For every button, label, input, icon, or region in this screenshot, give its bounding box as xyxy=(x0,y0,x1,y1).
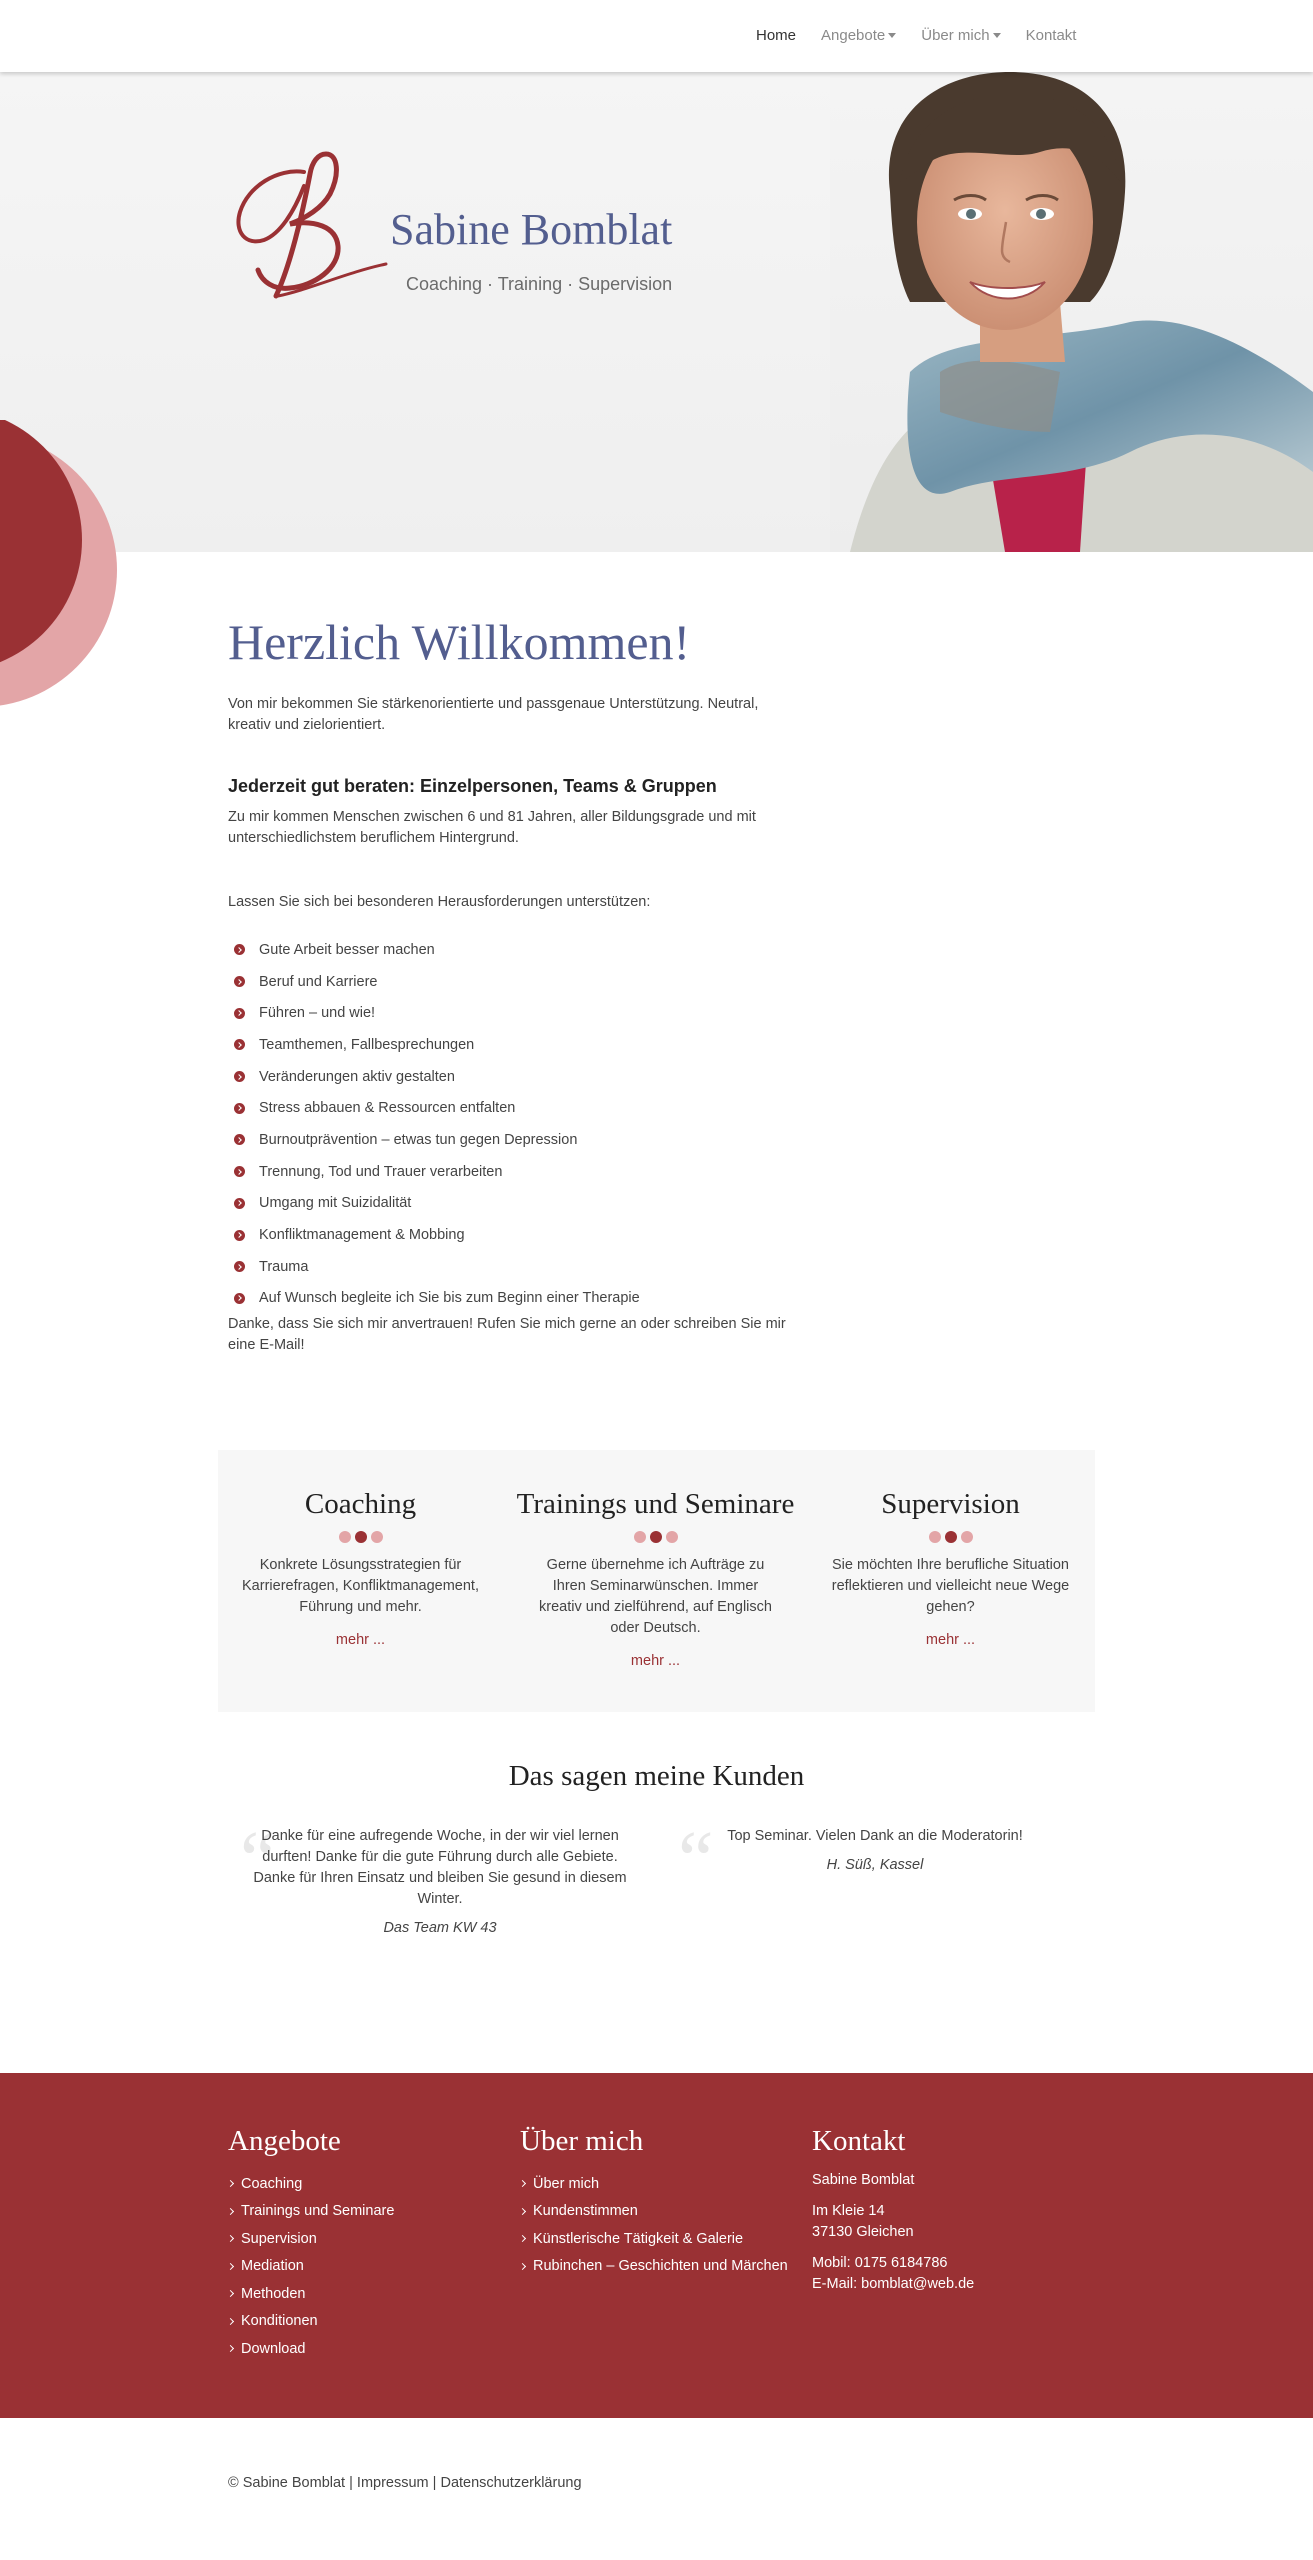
service-card-coaching xyxy=(218,1450,503,1712)
list-item: Auf Wunsch begleite ich Sie bis zum Beginn einer Therapie xyxy=(228,1283,788,1315)
list-item: Burnoutprävention – etwas tun gegen Depression xyxy=(228,1124,788,1156)
footer-link[interactable]: Download xyxy=(228,2335,394,2363)
list-item: Gute Arbeit besser machen xyxy=(228,934,788,966)
contact-name: Sabine Bomblat xyxy=(812,2172,915,2188)
service-text: Gerne übernehme ich Aufträge zu Ihren Seminarwünschen. Immer kreativ und zielführend, auf Englisch oder Deutsch. xyxy=(539,1557,772,1636)
chevron-right-icon xyxy=(227,2290,234,2297)
dots-divider xyxy=(503,1531,808,1543)
thanks-text: Danke, dass Sie sich mir anvertrauen! Rufen Sie mich gerne an oder schreiben Sie mir eine E-Mail! xyxy=(228,1316,786,1354)
list-item: Teamthemen, Fallbesprechungen xyxy=(228,1029,788,1061)
footer-link[interactable]: Rubinchen – Geschichten und Märchen xyxy=(520,2253,788,2281)
service-card-trainings xyxy=(503,1450,808,1712)
testimonial-author: Das Team KW 43 xyxy=(383,1920,497,1936)
service-text: Konkrete Lösungsstrategien für Karrierefragen, Konfliktmanagement, Führung und mehr. xyxy=(242,1557,479,1615)
footer-link[interactable]: Künstlerische Tätigkeit & Galerie xyxy=(520,2225,788,2253)
chevron-right-icon xyxy=(227,2180,234,2187)
footer-link[interactable]: Konditionen xyxy=(228,2308,394,2336)
chevron-right-icon xyxy=(519,2235,526,2242)
main-content xyxy=(228,610,788,1356)
decorative-circles xyxy=(0,420,130,730)
list-item: Umgang mit Suizidalität xyxy=(228,1188,788,1220)
list-lead-text: Lassen Sie sich bei besonderen Herausforderungen unterstützen: xyxy=(228,894,651,910)
chevron-circle-icon xyxy=(234,944,245,955)
nav-kontakt-label: Kontakt xyxy=(1025,27,1077,44)
footer-col-kontakt xyxy=(812,2125,974,2295)
caret-down-icon xyxy=(993,33,1001,38)
footer-link[interactable]: Über mich xyxy=(520,2170,788,2198)
list-item: Beruf und Karriere xyxy=(228,966,788,998)
section-subheading: Jederzeit gut beraten: Einzelpersonen, Teams & Gruppen xyxy=(228,776,717,796)
footer-link[interactable]: Coaching xyxy=(228,2170,394,2198)
service-card-supervision xyxy=(808,1450,1093,1712)
list-item: Stress abbauen & Ressourcen entfalten xyxy=(228,1092,788,1124)
footer-col-angebote xyxy=(228,2125,394,2363)
footer-links xyxy=(228,2170,394,2363)
dots-divider xyxy=(808,1531,1093,1543)
chevron-right-icon xyxy=(227,2235,234,2242)
logo-monogram-icon xyxy=(218,146,388,316)
footer-col-ueber-mich xyxy=(520,2125,788,2280)
list-item: Konfliktmanagement & Mobbing xyxy=(228,1219,788,1251)
nav-kontakt[interactable] xyxy=(1026,27,1077,44)
footer-link[interactable]: Kundenstimmen xyxy=(520,2198,788,2226)
footer-link[interactable]: Trainings und Seminare xyxy=(228,2198,394,2226)
nav-angebote-label: Angebote xyxy=(821,27,886,44)
list-item: Trennung, Tod und Trauer verarbeiten xyxy=(228,1156,788,1188)
brand-name: Sabine Bomblat xyxy=(390,205,673,254)
service-title: Supervision xyxy=(881,1488,1020,1520)
caret-down-icon xyxy=(888,33,896,38)
nav-angebote[interactable] xyxy=(821,27,896,44)
page-title: Herzlich Willkommen! xyxy=(228,614,691,670)
chevron-circle-icon xyxy=(234,1166,245,1177)
chevron-right-icon xyxy=(227,2345,234,2352)
quote-icon: “ xyxy=(678,1816,714,1904)
footer-link[interactable]: Supervision xyxy=(228,2225,394,2253)
testimonial-text: Danke für eine aufregende Woche, in der wir viel lernen durften! Danke für die gute Führung durch alle Gebiete. Danke für Ihren Einsatz und bleiben Sie gesund in diesem Winter. xyxy=(253,1828,627,1907)
audience-text: Zu mir kommen Menschen zwischen 6 und 81 Jahren, aller Bildungsgrade und mit unterschiedlichstem beruflichem Hintergrund. xyxy=(228,809,756,846)
chevron-circle-icon xyxy=(234,1103,245,1114)
more-link[interactable]: mehr ... xyxy=(925,1632,976,1648)
footer-link[interactable]: Methoden xyxy=(228,2280,394,2308)
hero-banner xyxy=(0,72,1313,552)
footer xyxy=(0,2073,1313,2418)
chevron-circle-icon xyxy=(234,976,245,987)
contact-city: 37130 Gleichen xyxy=(812,2224,914,2240)
more-link[interactable]: mehr ... xyxy=(335,1632,386,1648)
main-nav xyxy=(756,27,1101,44)
more-link[interactable]: mehr ... xyxy=(630,1653,681,1669)
list-item: Veränderungen aktiv gestalten xyxy=(228,1061,788,1093)
service-title: Trainings und Seminare xyxy=(516,1488,795,1520)
footer-title: Über mich xyxy=(520,2125,644,2157)
testimonial-1 xyxy=(240,1816,630,1936)
chevron-right-icon xyxy=(227,2263,234,2270)
quote-icon: “ xyxy=(240,1816,276,1904)
footer-title: Angebote xyxy=(228,2125,341,2157)
topics-list xyxy=(228,934,788,1314)
dots-divider xyxy=(218,1531,503,1543)
bottom-bar: © Sabine Bomblat | Impressum | Datenschutzerklärung xyxy=(228,2475,582,2491)
nav-home-label: Home xyxy=(756,27,797,44)
copyright: © Sabine Bomblat xyxy=(228,2475,346,2491)
chevron-right-icon xyxy=(519,2263,526,2270)
service-text: Sie möchten Ihre berufliche Situation reflektieren und vielleicht neue Wege gehen? xyxy=(831,1557,1070,1615)
chevron-circle-icon xyxy=(234,1008,245,1019)
contact-email[interactable]: E-Mail: bomblat@web.de xyxy=(812,2276,975,2292)
chevron-circle-icon xyxy=(234,1261,245,1272)
portrait-photo xyxy=(830,72,1313,552)
nav-ueber-mich[interactable] xyxy=(921,27,1000,44)
service-title: Coaching xyxy=(304,1488,417,1520)
chevron-circle-icon xyxy=(234,1071,245,1082)
testimonials-title: Das sagen meine Kunden xyxy=(508,1760,805,1792)
contact-street: Im Kleie 14 xyxy=(812,2203,885,2219)
services-section xyxy=(218,1450,1095,1712)
chevron-circle-icon xyxy=(234,1230,245,1241)
logo[interactable] xyxy=(228,156,688,316)
chevron-circle-icon xyxy=(234,1293,245,1304)
chevron-right-icon xyxy=(519,2180,526,2187)
impressum-link[interactable]: Impressum xyxy=(356,2475,429,2491)
footer-title: Kontakt xyxy=(812,2125,906,2157)
nav-home[interactable] xyxy=(756,27,796,44)
chevron-right-icon xyxy=(227,2208,234,2215)
chevron-right-icon xyxy=(227,2318,234,2325)
intro-text: Von mir bekommen Sie stärkenorientierte und passgenaue Unterstützung. Neutral, kreativ und zielorientiert. xyxy=(228,696,759,733)
testimonial-2 xyxy=(678,1816,1050,1904)
datenschutz-link[interactable]: Datenschutzerklärung xyxy=(440,2475,582,2491)
brand-tagline: Coaching · Training · Supervision xyxy=(406,274,673,294)
chevron-circle-icon xyxy=(234,1134,245,1145)
nav-ueber-mich-label: Über mich xyxy=(921,27,990,44)
chevron-circle-icon xyxy=(234,1198,245,1209)
navbar xyxy=(0,0,1313,72)
testimonial-author: H. Süß, Kassel xyxy=(826,1857,924,1873)
testimonial-text: Top Seminar. Vielen Dank an die Moderatorin! xyxy=(727,1828,1023,1844)
contact-mobile[interactable]: Mobil: 0175 6184786 xyxy=(812,2255,948,2271)
list-item: Führen – und wie! xyxy=(228,997,788,1029)
list-item: Trauma xyxy=(228,1251,788,1283)
footer-link[interactable]: Mediation xyxy=(228,2253,394,2281)
footer-links xyxy=(520,2170,788,2280)
chevron-circle-icon xyxy=(234,1039,245,1050)
chevron-right-icon xyxy=(519,2208,526,2215)
